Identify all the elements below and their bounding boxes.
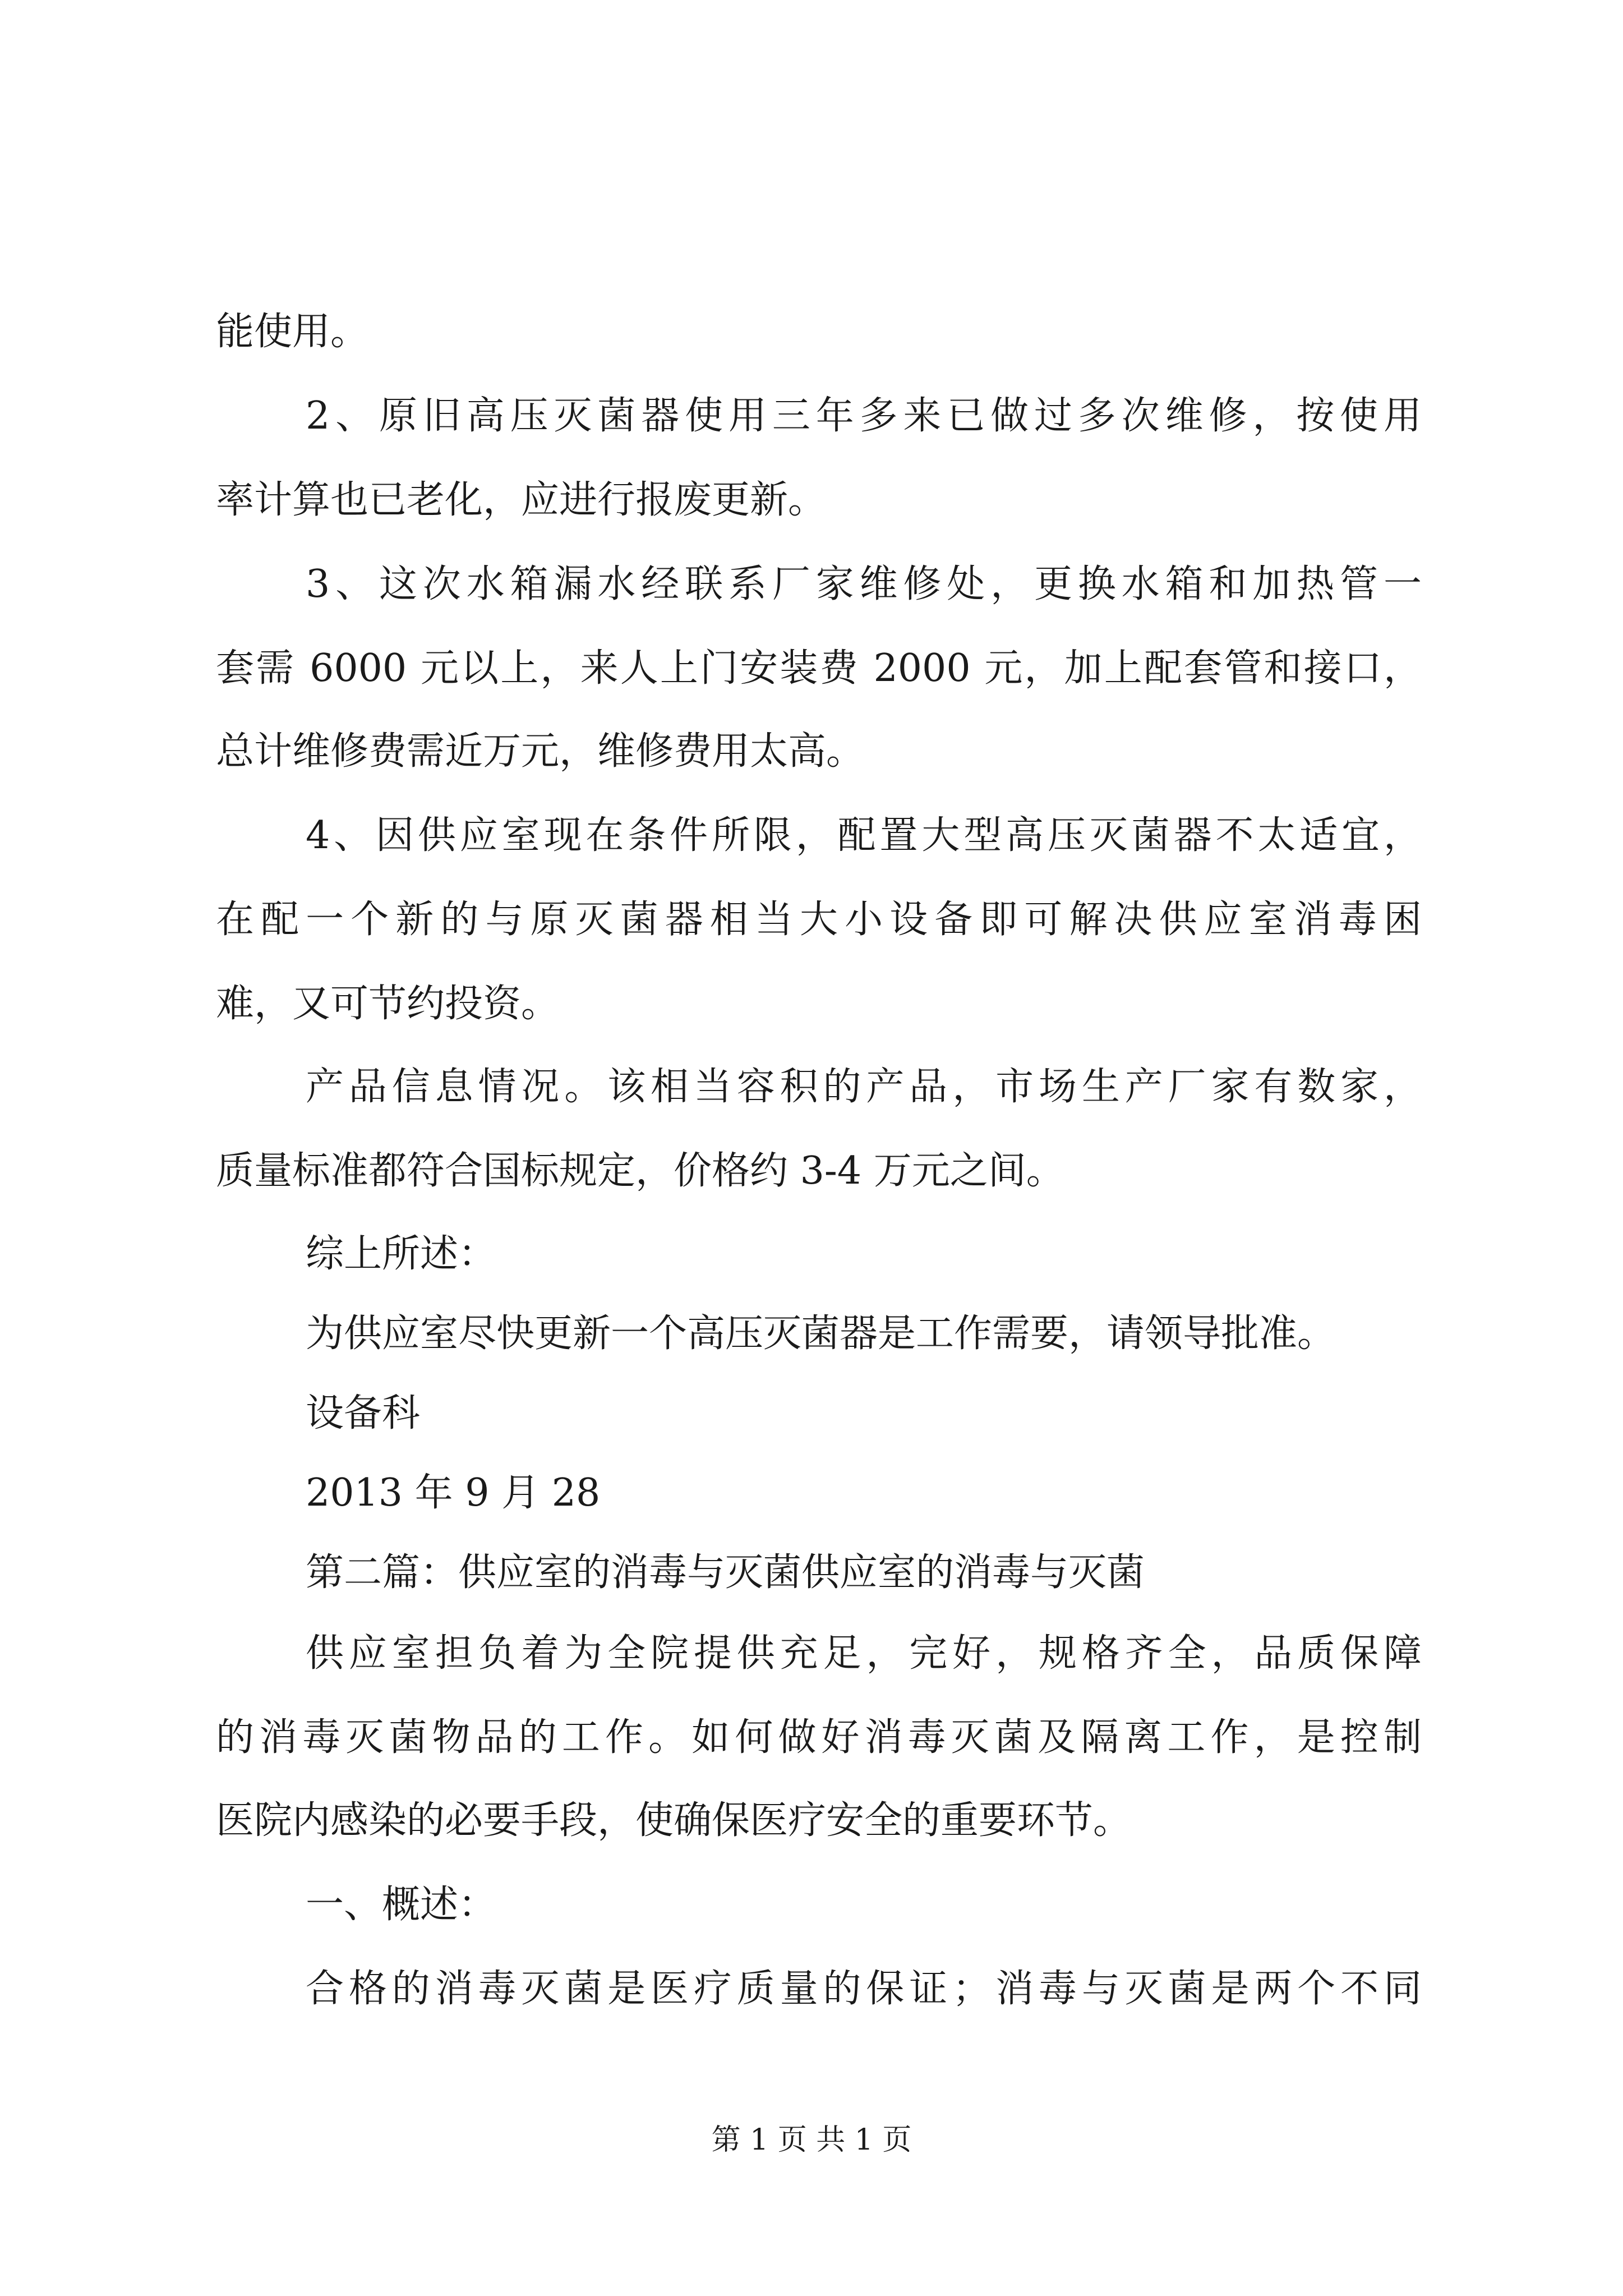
text-line: 2013 年 9 月 28: [306, 1471, 601, 1515]
text-line: 为供应室尽快更新一个高压灭菌器是工作需要，请领导批准。: [306, 1312, 1336, 1356]
text-line: 总计维修费需近万元，维修费用太高。: [216, 729, 865, 774]
section-heading: 第二篇：供应室的消毒与灭菌供应室的消毒与灭菌: [306, 1550, 1145, 1595]
text-line: 套需 6000 元以上，来人上门安装费 2000 元，加上配套管和接口，: [216, 646, 1422, 691]
text-line: 率计算也已老化，应进行报废更新。: [216, 478, 827, 522]
text-line: 供应室担负着为全院提供充足，完好，规格齐全，品质保障: [306, 1631, 1422, 1676]
text-line: 4、因供应室现在条件所限，配置大型高压灭菌器不太适宜，: [306, 813, 1422, 858]
text-line: 医院内感染的必要手段，使确保医疗安全的重要环节。: [216, 1798, 1132, 1843]
text-line: 产品信息情况。该相当容积的产品，市场生产厂家有数家，: [306, 1065, 1422, 1109]
text-line: 综上所述：: [306, 1232, 497, 1276]
text-line: 2、原旧高压灭菌器使用三年多来已做过多次维修，按使用: [306, 394, 1422, 438]
text-line: 质量标准都符合国标规定，价格约 3-4 万元之间。: [216, 1149, 1064, 1193]
text-line: 在配一个新的与原灭菌器相当大小设备即可解决供应室消毒困: [216, 898, 1422, 942]
text-line: 设备科: [306, 1391, 421, 1435]
text-line: 3、这次水箱漏水经联系厂家维修处，更换水箱和加热管一: [306, 562, 1422, 606]
text-line: 难，又可节约投资。: [216, 982, 560, 1026]
text-line: 的消毒灭菌物品的工作。如何做好消毒灭菌及隔离工作，是控制: [216, 1715, 1422, 1760]
text-line: 能使用。: [216, 310, 369, 354]
subsection-heading: 一、概述：: [306, 1883, 497, 1927]
text-line: 合格的消毒灭菌是医疗质量的保证；消毒与灭菌是两个不同: [306, 1967, 1422, 2011]
page-footer: 第 1 页 共 1 页: [711, 2123, 912, 2157]
